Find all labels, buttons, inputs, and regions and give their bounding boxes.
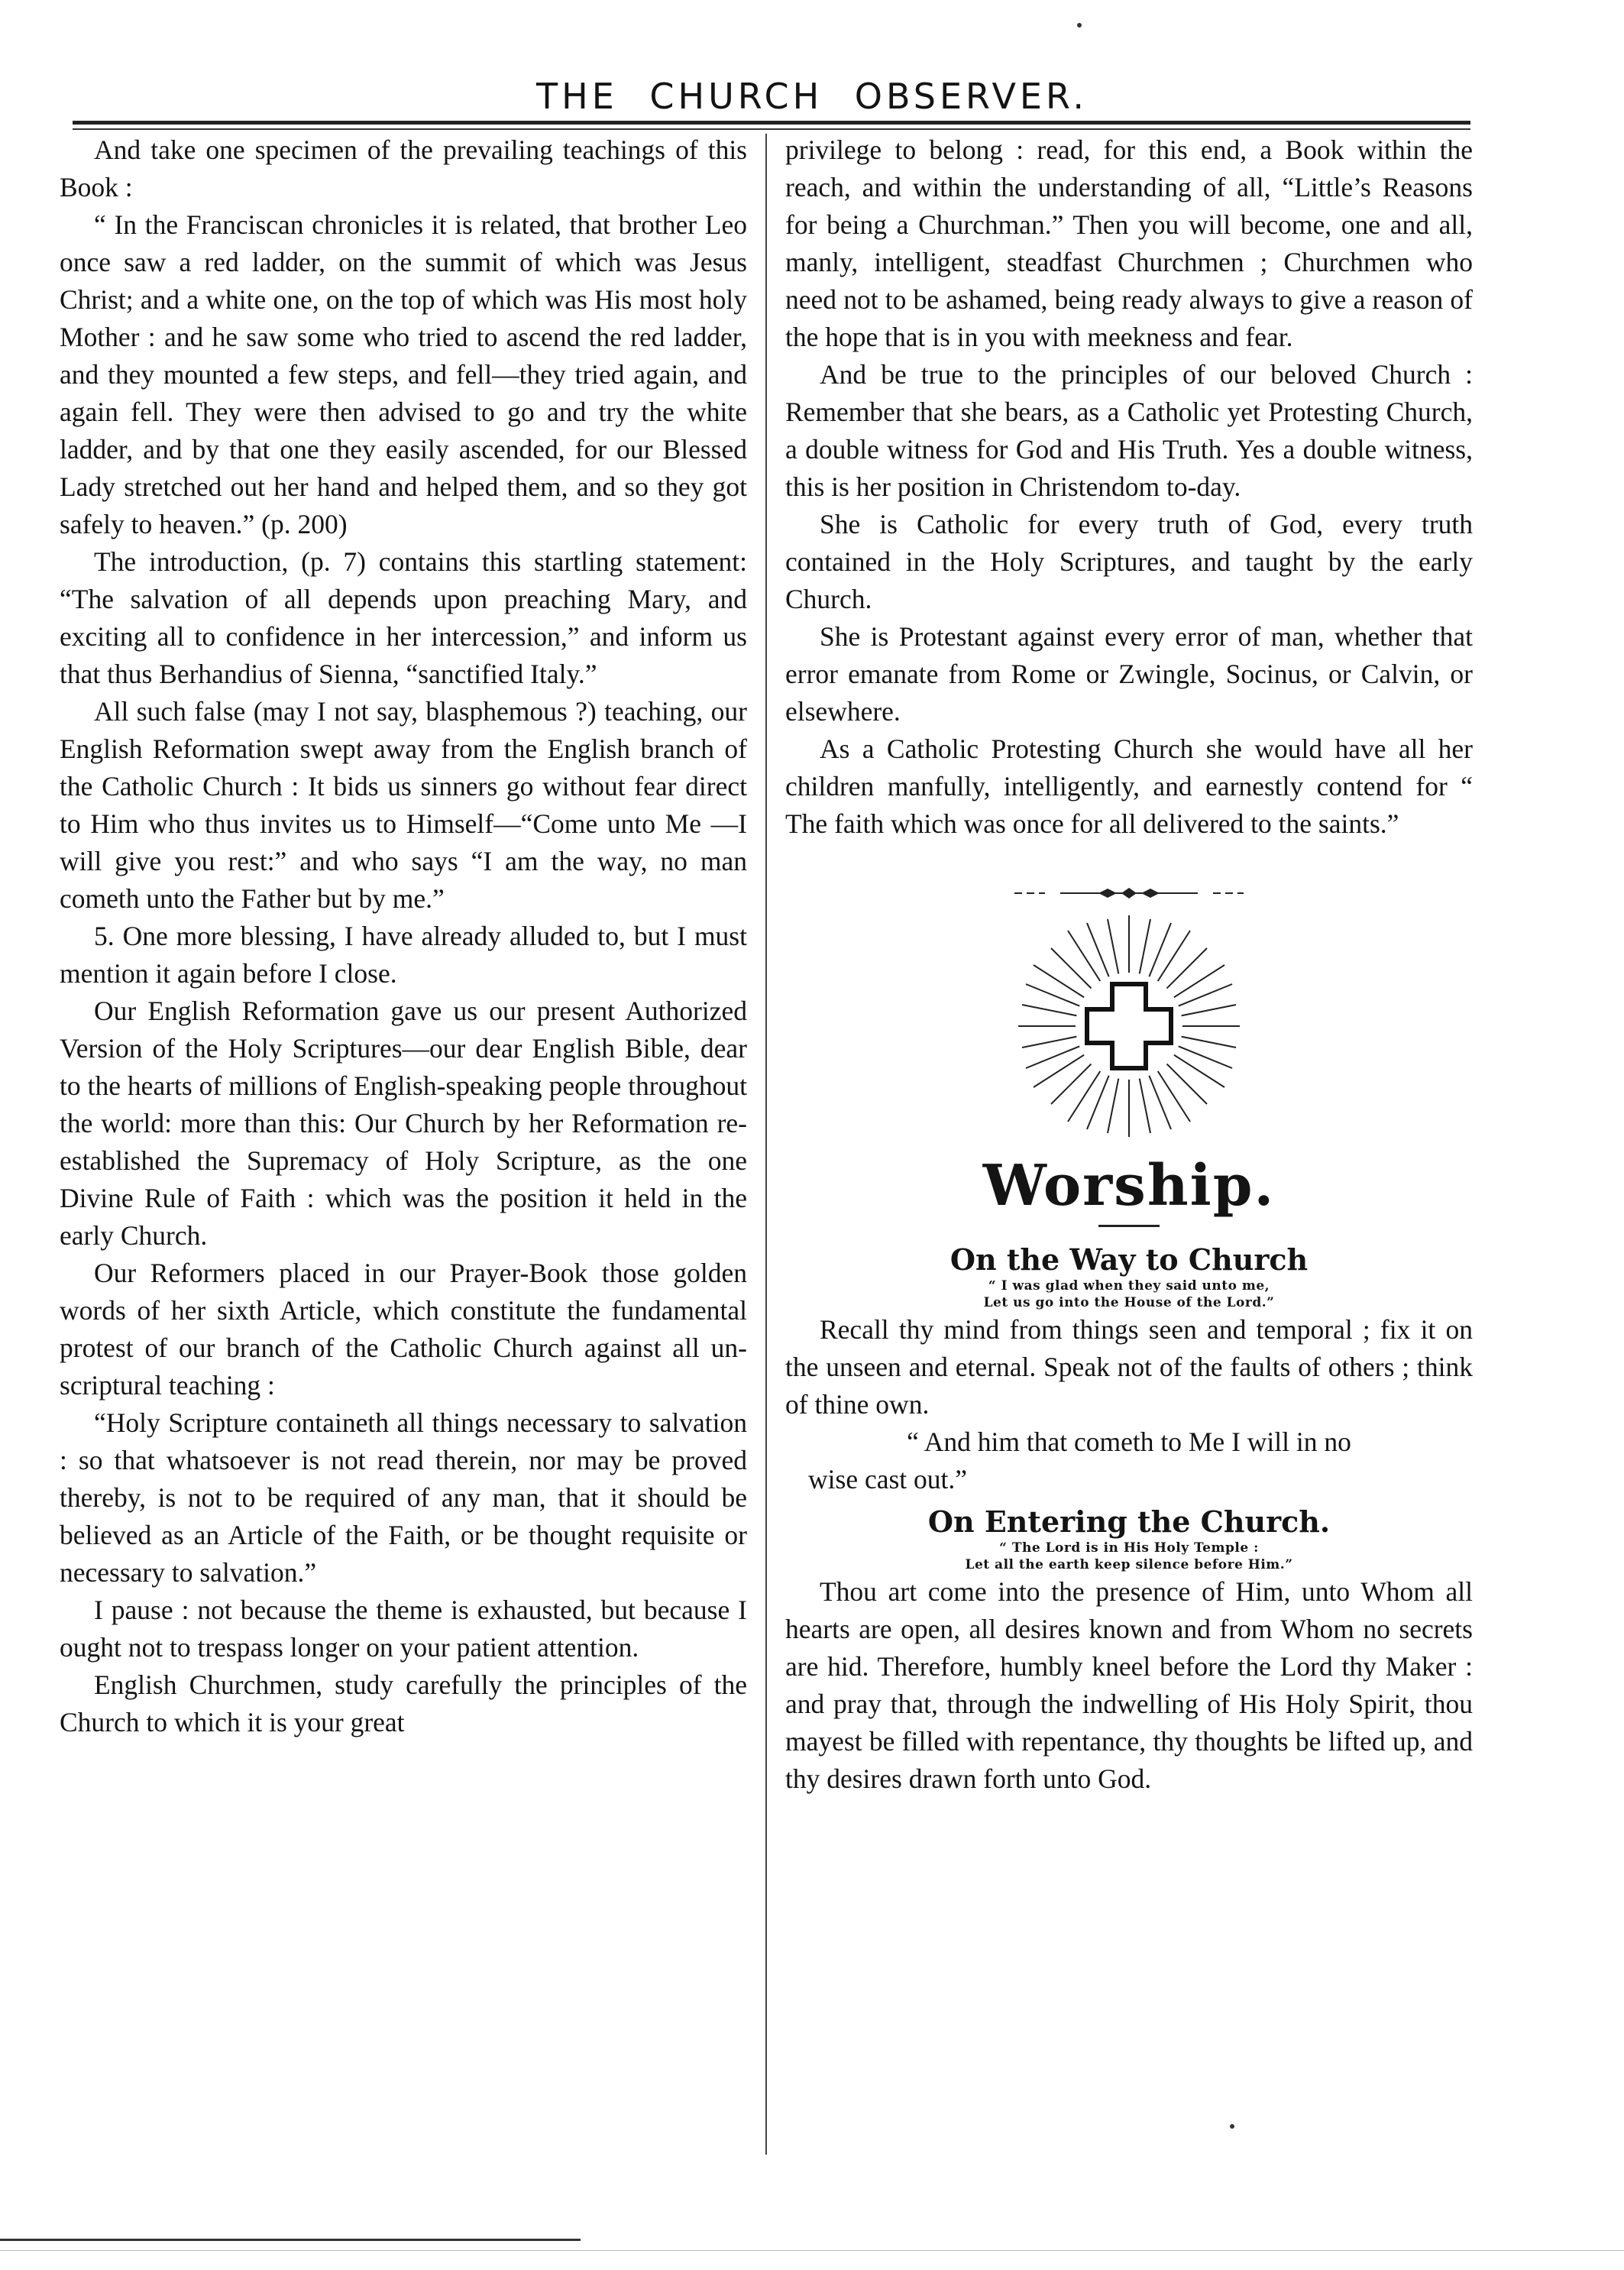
worship-heading: Worship. bbox=[982, 1153, 1276, 1219]
masthead-rule-thin bbox=[73, 128, 1470, 130]
section-body-entering-church: Thou art come into the presence of Him, unto Whom all hearts are open, all desires known and from Whom no secrets are hid. Therefore, humbly kneel before the Lord thy Maker : and pray that, through the indwelling of His Holy Spirit, thou mayest be filled with repentance, thy thoughts be lifted up, and thy desires drawn forth unto God. bbox=[785, 1576, 1473, 1794]
bottom-rule bbox=[0, 2239, 581, 2241]
epigraph-line: “ The Lord is in His Holy Temple : bbox=[999, 1540, 1259, 1556]
right-paragraph-4: She is Protestant against every error of man, whether that error emanate from Rome or Zwingle, Socinus, or Calvin, or elsewhere. bbox=[785, 621, 1473, 727]
right-paragraph-2: And be true to the principles of our beloved Church : Remember that she bears, as a Catholic yet Protesting Church, a double witness for God and His Truth. Yes a double witness, this is her position in Christendom to-day. bbox=[785, 359, 1473, 502]
ornamental-divider bbox=[785, 873, 1473, 889]
left-paragraph-7: Our Reformers placed in our Prayer-Book those golden words of her sixth Article, which constitute the fundamental protest of our branch of the Catholic Church against all un-scriptural teaching : bbox=[60, 1258, 747, 1401]
epigraph-line: Let all the earth keep silence before Him.” bbox=[965, 1557, 1293, 1572]
left-column bbox=[60, 131, 747, 1741]
section-title-way-to-church: On the Way to Church bbox=[949, 1242, 1309, 1277]
right-paragraph-3: She is Catholic for every truth of God, every truth contained in the Holy Scriptures, and taught by the early Church. bbox=[785, 509, 1473, 614]
masthead-rule-thick bbox=[73, 121, 1470, 125]
left-paragraph-8: “Holy Scripture containeth all things necessary to salvation : so that whatsoever is not read therein, nor may be proved thereby, is not to be required of any man, that it should be believed as an Article of the Faith, or be thought requisite or necessary to salvation.” bbox=[60, 1407, 747, 1588]
radiant-cross-icon bbox=[1014, 912, 1244, 1141]
section-title-entering-church: On Entering the Church. bbox=[927, 1504, 1331, 1539]
right-column bbox=[785, 131, 1473, 1798]
left-paragraph-10: English Churchmen, study carefully the principles of the Church to which it is your great bbox=[60, 1669, 747, 1737]
print-speck bbox=[1077, 23, 1082, 28]
left-paragraph-3: The introduction, (p. 7) contains this startling statement: “The salvation of all depends upon preaching Mary, and exciting all to confidence in her intercession,” and inform us that thus Berhandius of Sienna, “sanctified Italy.” bbox=[60, 546, 747, 689]
column-divider bbox=[765, 134, 767, 2155]
epigraph-line: “ I was glad when they said unto me, bbox=[988, 1278, 1270, 1294]
right-paragraph-1: privilege to belong : read, for this end, a Book within the reach, and within the understanding of all, “Little’s Reasons for being a Churchman.” Then you will become, one and all, manly, intelligent, steadfast Churchmen ; Churchmen who need not to be ashamed, being ready always to give a reason of the hope that is in you with meekness and fear. bbox=[785, 134, 1473, 352]
left-paragraph-1: And take one specimen of the prevailing teachings of this Book : bbox=[60, 134, 747, 202]
right-paragraph-5: As a Catholic Protesting Church she would have all her children manfully, intelligently, and earnestly contend for “ The faith which was once for all delivered to the saints.” bbox=[785, 733, 1473, 839]
quote-line: wise cast out.” bbox=[808, 1464, 968, 1494]
quote-line: “ And him that cometh to Me I will in no bbox=[907, 1426, 1351, 1457]
masthead-title: THE CHURCH OBSERVER. bbox=[536, 76, 1088, 117]
ornament-icon bbox=[1014, 886, 1244, 901]
left-paragraph-9: I pause : not because the theme is exhausted, but because I ought not to trespass longer on your patient attention. bbox=[60, 1595, 747, 1663]
heading-rule bbox=[1098, 1225, 1160, 1227]
left-paragraph-6: Our English Reformation gave us our present Authorized Version of the Holy Scriptures—our dear English Bible, dear to the hearts of millions of English-speaking people throughout the world: more than this: Our Church by her Reformation re-established the Supremacy of Holy Scripture, as the one Divine Rule of Faith : which was the position it held in the early Church. bbox=[60, 996, 747, 1251]
left-paragraph-5: 5. One more blessing, I have already alluded to, but I must mention it again before I close. bbox=[60, 921, 747, 989]
left-paragraph-4: All such false (may I not say, blasphemous ?) teaching, our English Reformation swept away from the English branch of the Catholic Church : It bids us sinners go without fear direct to Him who thus invites us to Himself—“Come unto Me —I will give you rest:” and who says “I am the way, no man cometh unto the Father but by me.” bbox=[60, 696, 747, 914]
section-body-way-to-church: Recall thy mind from things seen and temporal ; fix it on the unseen and eternal. Speak not of the faults of others ; think of thine own. bbox=[785, 1314, 1473, 1420]
left-paragraph-2: “ In the Franciscan chronicles it is related, that brother Leo once saw a red ladder, on the summit of which was Jesus Christ; and a white one, on the top of which was His most holy Mother : and he saw some who tried to ascend the red ladder, and they mounted a few steps, and fell—they tried again, and again fell. They were then advised to go and try the white ladder, and by that one they easily ascended, for our Blessed Lady stretched out her hand and helped them, and so they got safely to heaven.” (p. 200) bbox=[60, 209, 747, 539]
epigraph-line: Let us go into the House of the Lord.” bbox=[983, 1295, 1275, 1310]
print-speck bbox=[1230, 2124, 1234, 2129]
bottom-edge-rule bbox=[0, 2250, 1624, 2251]
